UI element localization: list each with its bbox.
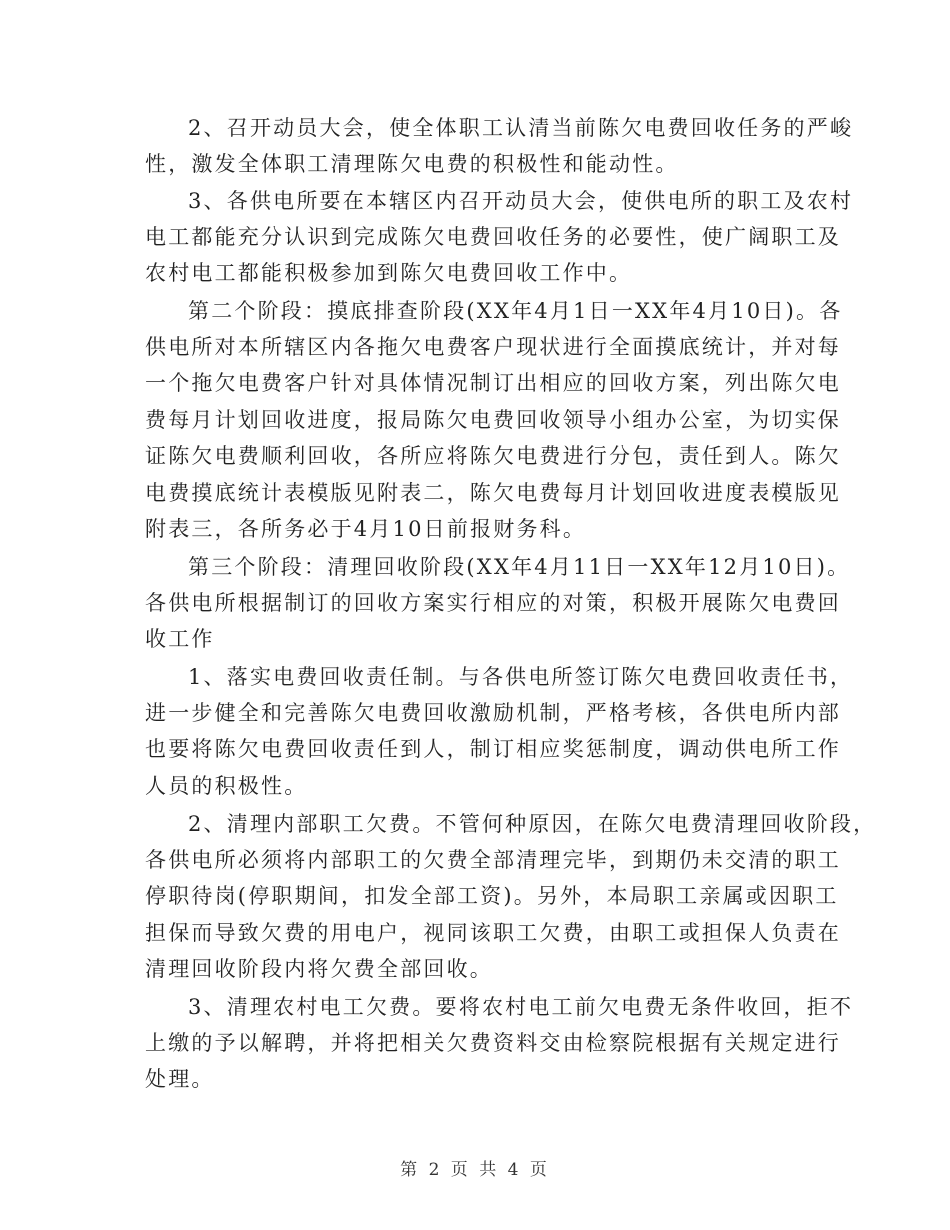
text-line: 收工作 (145, 627, 215, 651)
text-line: 处理。 (145, 1067, 215, 1091)
text-line: 附表三，各所务必于4月10日前报财务科。 (145, 517, 587, 541)
text-line: 第二个阶段：摸底排查阶段(XX年4月1日一XX年4月10日)。各 (188, 299, 843, 323)
text-line: 2、召开动员大会，使全体职工认清当前陈欠电费回收任务的严峻 (188, 116, 854, 140)
text-line: 一个拖欠电费客户针对具体情况制订出相应的回收方案，列出陈欠电 (145, 371, 841, 395)
text-line: 农村电工都能积极参加到陈欠电费回收工作中。 (145, 261, 633, 285)
text-line: 电工都能充分认识到完成陈欠电费回收任务的必要性，使广阔职工及 (145, 225, 841, 249)
text-line: 性，激发全体职工清理陈欠电费的积极性和能动性。 (145, 152, 679, 176)
text-line: 证陈欠电费顺利回收，各所应将陈欠电费进行分包，责任到人。陈欠 (145, 444, 841, 468)
text-line: 3、清理农村电工欠费。要将农村电工前欠电费无条件收回，拒不 (188, 995, 854, 1019)
text-line: 费每月计划回收进度，报局陈欠电费回收领导小组办公室，为切实保 (145, 408, 841, 432)
text-line: 1、落实电费回收责任制。与各供电所签订陈欠电费回收责任书， (188, 665, 854, 689)
text-line: 2、清理内部职工欠费。不管何种原因，在陈欠电费清理回收阶段， (188, 812, 877, 836)
text-line: 担保而导致欠费的用电户，视同该职工欠费，由职工或担保人负责在 (145, 921, 841, 945)
text-line: 停职待岗(停职期间，扣发全部工资)。另外，本局职工亲属或因职工 (145, 884, 839, 908)
text-line: 清理回收阶段内将欠费全部回收。 (145, 957, 493, 981)
text-line: 第三个阶段：清理回收阶段(XX年4月11日一XX年12月10日)。 (188, 555, 851, 579)
text-line: 人员的积极性。 (145, 774, 308, 798)
text-line: 也要将陈欠电费回收责任到人，制订相应奖惩制度，调动供电所工作 (145, 737, 841, 761)
page-number-footer: 第 2 页 共 4 页 (400, 1160, 550, 1180)
text-line: 上缴的予以解聘，并将把相关欠费资料交由检察院根据有关规定进行 (145, 1031, 841, 1055)
text-line: 3、各供电所要在本辖区内召开动员大会，使供电所的职工及农村 (188, 189, 854, 213)
text-line: 进一步健全和完善陈欠电费回收激励机制，严格考核，各供电所内部 (145, 701, 841, 725)
text-line: 各供电所必须将内部职工的欠费全部清理完毕，到期仍未交清的职工 (145, 848, 841, 872)
text-line: 供电所对本所辖区内各拖欠电费客户现状进行全面摸底统计，并对每 (145, 335, 841, 359)
text-line: 各供电所根据制订的回收方案实行相应的对策，积极开展陈欠电费回 (145, 591, 841, 615)
text-line: 电费摸底统计表模版见附表二，陈欠电费每月计划回收进度表模版见 (145, 481, 841, 505)
